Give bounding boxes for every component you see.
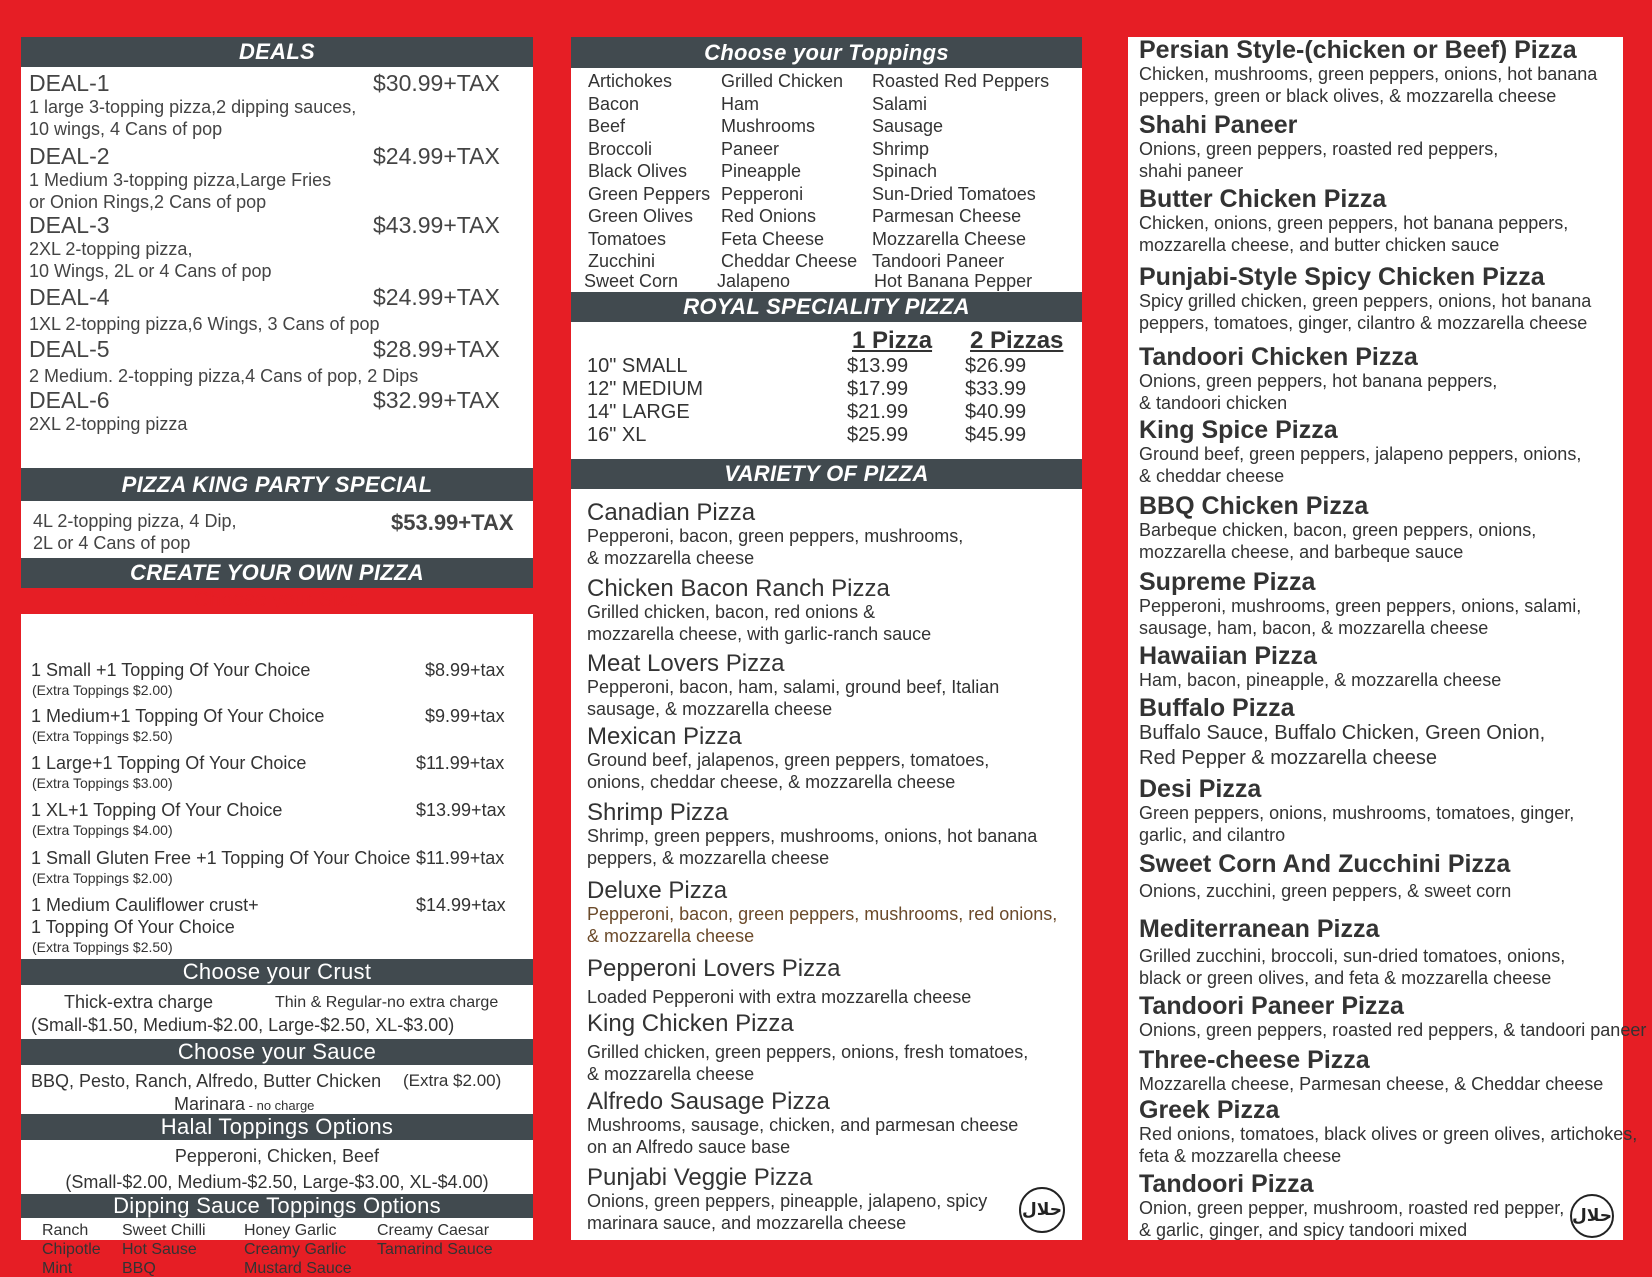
special-pizza-name: Tandoori Pizza: [1139, 1170, 1314, 1198]
pizza-name: Meat Lovers Pizza: [587, 650, 785, 677]
pizza-desc: Shrimp, green peppers, mushrooms, onions, hot banana: [587, 826, 1038, 846]
dipping-sauce-item: Mustard Sauce: [244, 1260, 352, 1277]
cyo-size-name: 1 Small +1 Topping Of Your Choice: [31, 660, 311, 680]
topping-item: Artichokes: [588, 71, 673, 91]
topping-item: Zucchini: [588, 251, 656, 271]
pizza-desc: onions, cheddar cheese, & mozzarella cheese: [587, 772, 956, 792]
halal-section: [21, 1114, 533, 1192]
topping-item: Black Olives: [588, 161, 688, 181]
pizza-name: Punjabi Veggie Pizza: [587, 1164, 813, 1191]
special-pizza-name: Buffalo Pizza: [1139, 694, 1295, 722]
cyo-header-wrap: [21, 558, 533, 615]
topping-item: Cheddar Cheese: [721, 251, 858, 271]
deals-section: [21, 37, 533, 468]
deal-desc: 1 Medium 3-topping pizza,Large Fries: [29, 170, 332, 190]
cyo-header: CREATE YOUR OWN PIZZA: [21, 558, 533, 588]
special-pizza-desc: Red Pepper & mozzarella cheese: [1139, 747, 1437, 769]
pizza-desc: Pepperoni, bacon, ham, salami, ground beef, Italian: [587, 677, 1000, 697]
pizza-name: Canadian Pizza: [587, 499, 756, 526]
royal-header: ROYAL SPECIALITY PIZZA: [571, 292, 1082, 322]
topping-item: Spinach: [872, 161, 938, 181]
royal-price-2: $33.99: [965, 378, 1027, 400]
royal-price-2: $26.99: [965, 355, 1027, 377]
special-pizza-desc: mozzarella cheese, and butter chicken sauce: [1139, 235, 1500, 255]
special-pizza-name: Tandoori Chicken Pizza: [1139, 343, 1418, 371]
pizza-desc: Loaded Pepperoni with extra mozzarella cheese: [587, 987, 972, 1007]
special-pizza-desc: Pepperoni, mushrooms, green peppers, onions, salami,: [1139, 596, 1582, 616]
cyo-size-name: 1 Small Gluten Free +1 Topping Of Your Choice: [31, 848, 411, 868]
deal-price: $28.99+TAX: [373, 336, 500, 362]
dipping-sauce-item: Mint: [42, 1260, 73, 1277]
deal-name: DEAL-5: [29, 336, 110, 362]
royal-price-1: $21.99: [847, 401, 909, 423]
cyo-price: $9.99+tax: [425, 706, 505, 726]
deal-desc: 1XL 2-topping pizza,6 Wings, 3 Cans of pop: [29, 314, 380, 334]
cyo-price: $11.99+tax: [416, 848, 505, 868]
special-pizza-desc: Onion, green pepper, mushroom, roasted red pepper,: [1139, 1198, 1565, 1218]
topping-item: Mozzarella Cheese: [872, 228, 1027, 249]
deal-desc: or Onion Rings,2 Cans of pop: [29, 192, 267, 212]
topping-item: Broccoli: [588, 138, 653, 159]
party-desc-2: 2L or 4 Cans of pop: [33, 533, 191, 553]
special-pizza-desc: Chicken, onions, green peppers, hot banana peppers,: [1139, 213, 1569, 233]
deal-price: $30.99+TAX: [373, 70, 500, 96]
pizza-name: Alfredo Sausage Pizza: [587, 1088, 830, 1115]
deal-price: $43.99+TAX: [373, 212, 500, 238]
cyo-extra-toppings: (Extra Toppings $2.50): [32, 939, 173, 955]
toppings-header: Choose your Toppings: [571, 37, 1082, 68]
topping-item: Shrimp: [872, 138, 930, 159]
cyo-size-name: 1 Topping Of Your Choice: [31, 917, 235, 937]
pizza-desc: Grilled chicken, green peppers, onions, fresh tomatoes,: [587, 1042, 1029, 1062]
cyo-extra-toppings: (Extra Toppings $3.00): [32, 775, 173, 791]
special-pizza-desc: Ham, bacon, pineapple, & mozzarella cheese: [1139, 670, 1502, 690]
special-pizza-name: Shahi Paneer: [1139, 111, 1298, 139]
halal-header: Halal Toppings Options: [21, 1114, 533, 1140]
royal-price-1: $13.99: [847, 355, 909, 377]
deal-desc: 2XL 2-topping pizza: [29, 414, 188, 434]
special-pizza-name: Hawaiian Pizza: [1139, 642, 1317, 670]
royal-price-2: $40.99: [965, 401, 1027, 423]
middle-column: [571, 37, 1082, 1240]
topping-item: Grilled Chicken: [721, 71, 844, 91]
sauce-section: [21, 1039, 533, 1114]
pizza-desc: Onions, green peppers, pineapple, jalapeno, spicy: [587, 1191, 988, 1211]
dipping-sauce-item: Chipotle: [42, 1241, 101, 1258]
topping-item: Red Onions: [721, 206, 817, 226]
topping-item: Feta Cheese: [721, 228, 825, 249]
royal-size: 14" LARGE: [587, 401, 690, 423]
topping-item: Green Peppers: [588, 183, 711, 204]
special-pizza-desc: peppers, tomatoes, ginger, cilantro & mozzarella cheese: [1139, 313, 1588, 333]
pizza-desc: peppers, & mozzarella cheese: [587, 848, 830, 868]
pizza-name: King Chicken Pizza: [587, 1010, 794, 1037]
special-pizza-desc: Mozzarella cheese, Parmesan cheese, & Cheddar cheese: [1139, 1074, 1604, 1094]
special-pizza-name: Butter Chicken Pizza: [1139, 185, 1387, 213]
cyo-extra-toppings: (Extra Toppings $2.50): [32, 728, 173, 744]
topping-item: Bacon: [588, 93, 640, 114]
pizza-desc: Ground beef, jalapenos, green peppers, tomatoes,: [587, 750, 990, 770]
halal-symbol-icon-2: حلال: [1570, 1194, 1614, 1238]
topping-item: Ham: [721, 93, 760, 114]
special-pizza-name: BBQ Chicken Pizza: [1139, 492, 1369, 520]
pizza-name: Mexican Pizza: [587, 723, 742, 750]
size-subheader: Choose your Size: [194, 588, 360, 611]
royal-price-1: $25.99: [847, 424, 909, 446]
deal-desc: 10 wings, 4 Cans of pop: [29, 119, 223, 139]
halal-list: Pepperoni, Chicken, Beef: [174, 1146, 380, 1166]
deal-name: DEAL-2: [29, 143, 110, 169]
special-pizza-desc: feta & mozzarella cheese: [1139, 1146, 1342, 1166]
party-price: $53.99+TAX: [391, 510, 514, 535]
special-pizza-desc: Onions, green peppers, roasted red peppers, & tandoori paneer: [1139, 1020, 1647, 1040]
special-pizza-desc: sausage, ham, bacon, & mozzarella cheese: [1139, 618, 1489, 638]
cyo-extra-toppings: (Extra Toppings $2.00): [32, 870, 173, 886]
topping-item: Parmesan Cheese: [872, 206, 1022, 226]
dipping-sauce-item: Honey Garlic: [244, 1222, 337, 1239]
pizza-desc: mozzarella cheese, with garlic-ranch sauce: [587, 624, 932, 644]
crust-section: [21, 959, 533, 1035]
special-pizza-name: Sweet Corn And Zucchini Pizza: [1139, 850, 1511, 878]
special-pizza-desc: garlic, and cilantro: [1139, 825, 1286, 845]
special-pizza-desc: Grilled zucchini, broccoli, sun-dried tomatoes, onions,: [1139, 946, 1566, 966]
special-pizza-desc: peppers, green or black olives, & mozzarella cheese: [1139, 86, 1557, 106]
deal-price: $24.99+TAX: [373, 143, 500, 169]
special-pizza-name: Desi Pizza: [1139, 775, 1262, 803]
pizza-desc: Pepperoni, bacon, green peppers, mushrooms, red onions,: [587, 904, 1058, 924]
crust-header: Choose your Crust: [21, 959, 533, 985]
dipping-sauce-item: Tamarind Sauce: [377, 1241, 493, 1258]
royal-size: 16" XL: [587, 424, 647, 446]
topping-item: Roasted Red Peppers: [872, 71, 1050, 91]
dipping-header: Dipping Sauce Toppings Options: [21, 1194, 533, 1218]
cyo-size-name: 1 Large+1 Topping Of Your Choice: [31, 753, 307, 773]
halal-symbol-icon: حلال: [1019, 1187, 1065, 1233]
topping-item: Paneer: [721, 138, 780, 159]
pizza-name: Shrimp Pizza: [587, 799, 729, 826]
special-pizza-desc: Onions, green peppers, roasted red peppers,: [1139, 139, 1499, 159]
dipping-sauce-item: BBQ: [122, 1260, 156, 1277]
cyo-size-name: 1 Medium+1 Topping Of Your Choice: [31, 706, 325, 726]
special-pizza-name: Three-cheese Pizza: [1139, 1046, 1370, 1074]
special-pizza-name: Greek Pizza: [1139, 1096, 1280, 1124]
cyo-size-name: 1 XL+1 Topping Of Your Choice: [31, 800, 283, 820]
special-pizza-desc: Onions, zucchini, green peppers, & sweet corn: [1139, 881, 1512, 901]
cyo-size-name: 1 Medium Cauliflower crust+: [31, 895, 259, 915]
topping-item: Green Olives: [588, 206, 694, 226]
cyo-price: $8.99+tax: [425, 660, 505, 680]
party-header: PIZZA KING PARTY SPECIAL: [21, 468, 533, 501]
cyo-price: $13.99+tax: [416, 800, 506, 820]
cyo-extra-toppings: (Extra Toppings $2.00): [32, 682, 173, 698]
topping-item: Pepperoni: [721, 183, 804, 204]
deals-header: DEALS: [21, 37, 533, 67]
deal-desc: 1 large 3-topping pizza,2 dipping sauces,: [29, 97, 357, 117]
pizza-name: Pepperoni Lovers Pizza: [587, 955, 841, 982]
pizza-desc: Pepperoni, bacon, green peppers, mushrooms,: [587, 526, 964, 546]
left-column: [21, 37, 533, 1277]
deal-desc: 2XL 2-topping pizza,: [29, 239, 193, 259]
deal-desc: 10 Wings, 2L or 4 Cans of pop: [29, 261, 272, 281]
halal-prices: (Small-$2.00, Medium-$2.50, Large-$3.00, XL-$4.00): [65, 1172, 489, 1192]
pizza-desc: & mozzarella cheese: [587, 926, 755, 946]
pizza-desc: & mozzarella cheese: [587, 1064, 755, 1084]
cyo-extra-toppings: (Extra Toppings $4.00): [32, 822, 173, 838]
topping-item: Beef: [588, 116, 626, 136]
deal-name: DEAL-6: [29, 387, 110, 413]
special-pizza-desc: shahi paneer: [1139, 161, 1244, 181]
sauce-header: Choose your Sauce: [21, 1039, 533, 1065]
special-pizza-name: Punjabi-Style Spicy Chicken Pizza: [1139, 263, 1545, 291]
special-pizza-desc: Barbeque chicken, bacon, green peppers, onions,: [1139, 520, 1537, 540]
royal-col1-header: 1 Pizza: [852, 327, 933, 354]
marinara-label: Marinara: [174, 1094, 246, 1114]
special-pizza-desc: & garlic, ginger, and spicy tandoori mixed: [1139, 1220, 1468, 1240]
royal-price-2: $45.99: [965, 424, 1027, 446]
right-column: [1128, 36, 1647, 1240]
special-pizza-name: Tandoori Paneer Pizza: [1139, 992, 1404, 1020]
topping-item: Sausage: [872, 116, 944, 136]
pizza-desc: Mushrooms, sausage, chicken, and parmesan cheese: [587, 1115, 1019, 1135]
crust-thin: Thin & Regular-no extra charge: [275, 994, 499, 1011]
topping-item: Pineapple: [721, 161, 802, 181]
special-pizza-name: Mediterranean Pizza: [1139, 915, 1380, 943]
topping-item: Mushrooms: [721, 116, 816, 136]
sauce-extra: (Extra $2.00): [403, 1071, 502, 1090]
cyo-price: $14.99+tax: [416, 895, 506, 915]
deal-price: $24.99+TAX: [373, 284, 500, 310]
dipping-sauce-item: Creamy Garlic: [244, 1241, 347, 1258]
pizza-desc: Grilled chicken, bacon, red onions &: [587, 602, 876, 622]
topping-item: Sun-Dried Tomatoes: [872, 183, 1036, 204]
cyo-section: [21, 614, 533, 1277]
variety-header: VARIETY OF PIZZA: [571, 459, 1082, 489]
special-pizza-name: Persian Style-(chicken or Beef) Pizza: [1139, 36, 1577, 64]
special-pizza-desc: mozzarella cheese, and barbeque sauce: [1139, 542, 1464, 562]
dipping-sauce-item: Ranch: [42, 1222, 89, 1239]
special-pizza-desc: Green peppers, onions, mushrooms, tomatoes, ginger,: [1139, 803, 1575, 823]
special-pizza-desc: Red onions, tomatoes, black olives or green olives, artichokes,: [1139, 1124, 1638, 1144]
pizza-name: Deluxe Pizza: [587, 877, 728, 904]
party-desc-1: 4L 2-topping pizza, 4 Dip,: [33, 511, 237, 531]
topping-item: Tomatoes: [588, 228, 667, 249]
royal-section: [571, 292, 1082, 446]
special-pizza-name: Supreme Pizza: [1139, 568, 1316, 596]
dipping-sauce-item: Creamy Caesar: [377, 1222, 490, 1239]
dipping-sauce-item: Hot Sause: [122, 1241, 197, 1258]
no-charge-label: - no charge: [245, 1098, 315, 1113]
special-pizza-desc: & tandoori chicken: [1139, 393, 1288, 413]
pizza-desc: on an Alfredo sauce base: [587, 1137, 791, 1157]
pizza-desc: marinara sauce, and mozzarella cheese: [587, 1213, 907, 1233]
special-pizza-desc: Buffalo Sauce, Buffalo Chicken, Green Onion,: [1139, 722, 1546, 744]
royal-size: 10" SMALL: [587, 355, 688, 377]
pizza-desc: & mozzarella cheese: [587, 548, 755, 568]
topping-item: Tandoori Paneer: [872, 251, 1005, 271]
crust-prices: (Small-$1.50, Medium-$2.00, Large-$2.50, XL-$3.00): [31, 1015, 455, 1035]
deal-desc: 2 Medium. 2-topping pizza,4 Cans of pop, 2 Dips: [29, 366, 419, 386]
royal-col2-header: 2 Pizzas: [970, 327, 1064, 354]
deal-name: DEAL-1: [29, 70, 110, 96]
deal-name: DEAL-4: [29, 284, 110, 310]
dipping-section: [21, 1193, 533, 1277]
crust-thick: Thick-extra charge: [64, 992, 214, 1012]
sauce-list: BBQ, Pesto, Ranch, Alfredo, Butter Chicken: [31, 1071, 382, 1091]
sauce-marinara: [174, 1094, 314, 1115]
royal-price-1: $17.99: [847, 378, 909, 400]
special-pizza-desc: Ground beef, green peppers, jalapeno peppers, onions,: [1139, 444, 1582, 464]
cyo-price: $11.99+tax: [416, 753, 505, 773]
topping-item: Hot Banana Pepper: [874, 271, 1033, 291]
topping-item: Jalapeno: [717, 271, 791, 291]
pizza-desc: sausage, & mozzarella cheese: [587, 699, 833, 719]
topping-item: Salami: [872, 93, 928, 114]
special-pizza-desc: Chicken, mushrooms, green peppers, onions, hot banana: [1139, 64, 1598, 84]
deal-price: $32.99+TAX: [373, 387, 500, 413]
special-pizza-name: King Spice Pizza: [1139, 416, 1338, 444]
deal-name: DEAL-3: [29, 212, 110, 238]
royal-size: 12" MEDIUM: [587, 378, 704, 400]
special-pizza-desc: Spicy grilled chicken, green peppers, onions, hot banana: [1139, 291, 1592, 311]
special-pizza-desc: black or green olives, and feta & mozzarella cheese: [1139, 968, 1552, 988]
special-pizza-desc: Onions, green peppers, hot banana peppers,: [1139, 371, 1498, 391]
dipping-sauce-item: Sweet Chilli: [122, 1222, 206, 1239]
topping-item: Sweet Corn: [584, 271, 679, 291]
special-pizza-desc: & cheddar cheese: [1139, 466, 1285, 486]
pizza-name: Chicken Bacon Ranch Pizza: [587, 575, 890, 602]
